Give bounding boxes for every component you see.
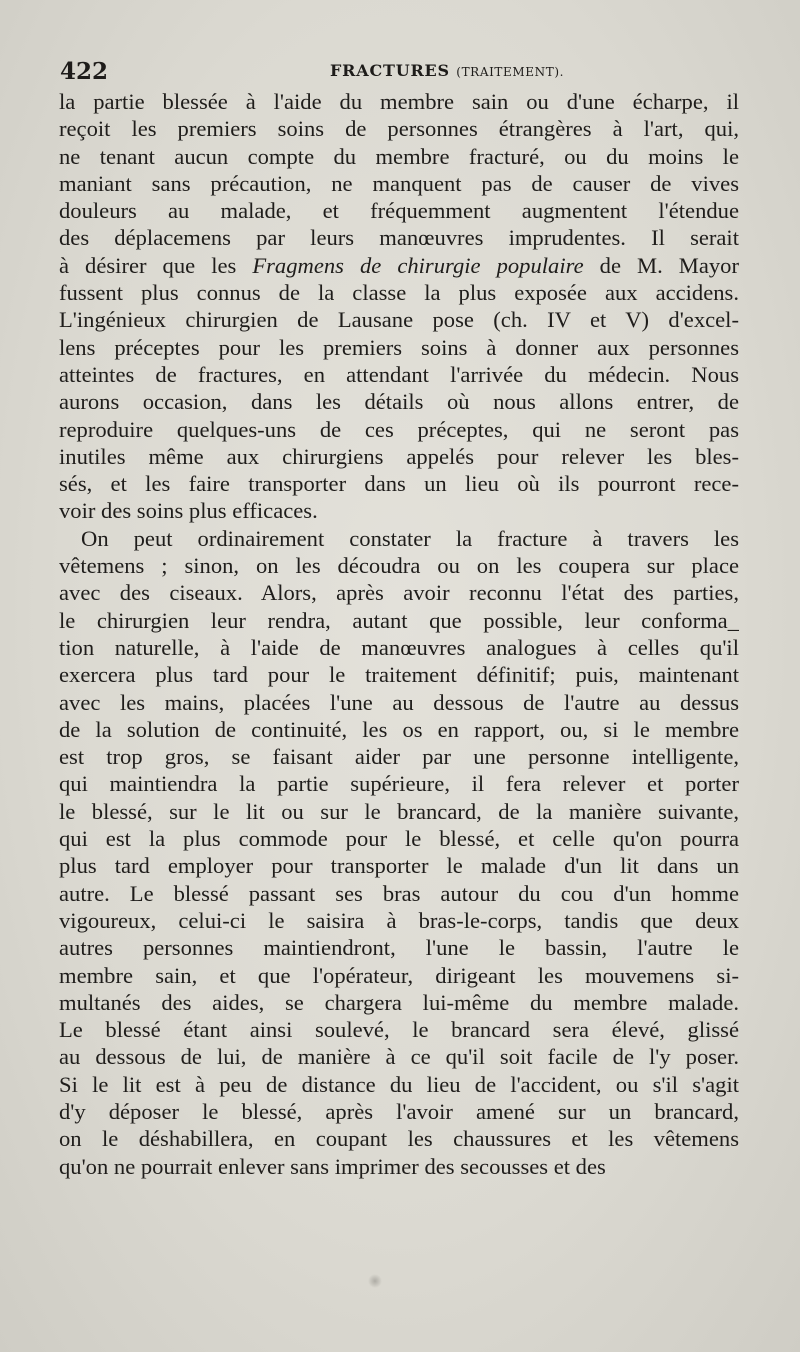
text-line: fussent plus connus de la classe la plus exposée aux accidens. — [59, 280, 739, 306]
text-line: reproduire quelques-uns de ces préceptes, qui ne seront pas — [59, 416, 739, 442]
text-line: qu'on ne pourrait enlever sans imprimer des secousses et des — [59, 1153, 606, 1179]
text-line: avec des ciseaux. Alors, après avoir reconnu l'état des parties, — [59, 580, 739, 606]
text-line: le chirurgien leur rendra, autant que possible, leur conforma_ — [59, 607, 739, 633]
text-line: plus tard employer pour transporter le malade d'un lit dans un — [59, 853, 739, 879]
text-line: vêtemens ; sinon, on les découdra ou on les coupera sur place — [59, 553, 739, 579]
page-number: 422 — [60, 58, 109, 85]
body-text — [59, 88, 739, 1180]
text-line: voir des soins plus efficaces. — [59, 498, 318, 524]
text-line: reçoit les premiers soins de personnes étrangères à l'art, qui, — [59, 116, 739, 142]
text-line: Le blessé étant ainsi soulevé, le brancard sera élevé, glissé — [59, 1017, 739, 1043]
text-line: autre. Le blessé passant ses bras autour du cou d'un homme — [59, 880, 739, 906]
text-line: On peut ordinairement constater la fracture à travers les — [81, 525, 739, 551]
text-line: aurons occasion, dans les détails où nous allons entrer, de — [59, 389, 739, 415]
text-line: exercera plus tard pour le traitement définitif; puis, maintenant — [59, 662, 739, 688]
text-line: qui est la plus commode pour le blessé, et celle qu'on pourra — [59, 826, 739, 852]
text-line: vigoureux, celui-ci le saisira à bras-le-corps, tandis que deux — [59, 907, 739, 933]
text-line: ne tenant aucun compte du membre fracturé, ou du moins le — [59, 143, 739, 169]
text-line: à désirer que les Fragmens de chirurgie populaire de M. Mayor — [59, 252, 739, 278]
ink-smudge — [368, 1274, 382, 1288]
running-head-sub: (TRAITEMENT). — [456, 65, 565, 79]
text-line: la partie blessée à l'aide du membre sain ou d'une écharpe, il — [59, 89, 739, 114]
running-head — [330, 61, 564, 80]
italic-title: Fragmens de chirurgie populaire — [252, 252, 584, 278]
text-line: qui maintiendra la partie supérieure, il fera relever et porter — [59, 771, 739, 797]
text-line: autres personnes maintiendront, l'une le bassin, l'autre le — [59, 935, 739, 961]
text-line: sés, et les faire transporter dans un lieu où ils pourront rece- — [59, 471, 739, 497]
text-line: maniant sans précaution, ne manquent pas de causer de vives — [59, 170, 739, 196]
text-line: tion naturelle, à l'aide de manœuvres analogues à celles qu'il — [59, 634, 739, 660]
text-line: atteintes de fractures, en attendant l'arrivée du médecin. Nous — [59, 361, 739, 387]
text-line: est trop gros, se faisant aider par une personne intelligente, — [59, 744, 739, 770]
text-line: lens préceptes pour les premiers soins à donner aux personnes — [59, 334, 739, 360]
text-line: on le déshabillera, en coupant les chaussures et les vêtemens — [59, 1126, 739, 1152]
page-header — [60, 58, 740, 86]
running-head-main: FRACTURES — [330, 61, 450, 80]
text-line: multanés des aides, se chargera lui-même du membre malade. — [59, 989, 739, 1015]
text-line: douleurs au malade, et fréquemment augmentent l'étendue — [59, 198, 739, 224]
text-line: L'ingénieux chirurgien de Lausane pose (ch. IV et V) d'excel- — [59, 307, 739, 333]
text-line: de la solution de continuité, les os en rapport, ou, si le membre — [59, 716, 739, 742]
text-line: des déplacemens par leurs manœuvres imprudentes. Il serait — [59, 225, 739, 251]
text-line: inutiles même aux chirurgiens appelés pour relever les bles- — [59, 443, 739, 469]
text-line: membre sain, et que l'opérateur, dirigeant les mouvemens si- — [59, 962, 739, 988]
text-line: Si le lit est à peu de distance du lieu de l'accident, ou s'il s'agit — [59, 1071, 739, 1097]
text-line: avec les mains, placées l'une au dessous de l'autre au dessus — [59, 689, 739, 715]
text-line: d'y déposer le blessé, après l'avoir amené sur un brancard, — [59, 1098, 739, 1124]
text-line: le blessé, sur le lit ou sur le brancard, de la manière suivante, — [59, 798, 739, 824]
text-line: au dessous de lui, de manière à ce qu'il soit facile de l'y poser. — [59, 1044, 739, 1070]
